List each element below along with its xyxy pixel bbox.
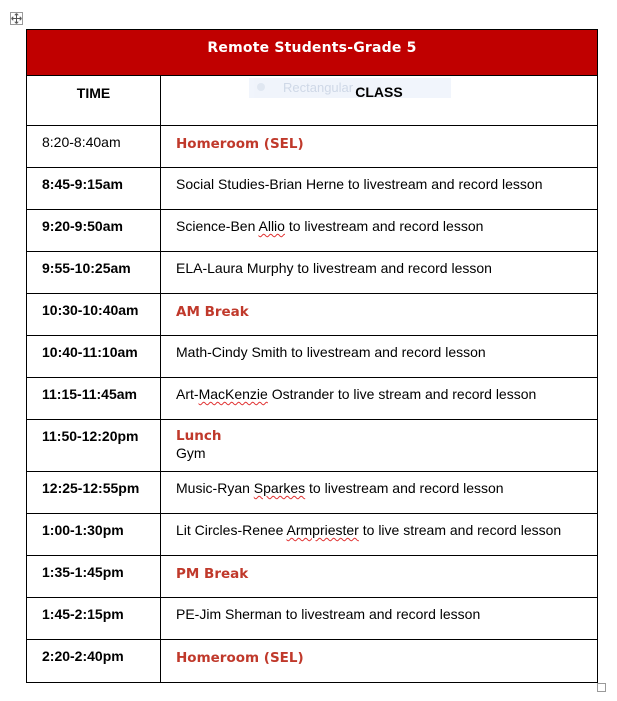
time-cell: 1:35-1:45pm: [27, 556, 161, 598]
spellcheck-flagged-word: Sparkes: [253, 480, 306, 496]
class-cell: [161, 210, 598, 252]
class-text: ELA-Laura Murphy to livestream and record lesson: [176, 260, 492, 276]
class-text: PE-Jim Sherman to livestream and record lesson: [176, 606, 481, 622]
class-cell: [161, 336, 598, 378]
time-cell: 9:55-10:25am: [27, 252, 161, 294]
header-class: CLASS: [355, 84, 403, 100]
table-row: [27, 252, 598, 294]
table-title: Remote Students-Grade 5: [27, 30, 598, 76]
table-row: [27, 420, 598, 472]
table-row: [27, 336, 598, 378]
class-text: Music-Ryan: [176, 480, 254, 496]
class-cell: [161, 420, 598, 472]
rectangular-shape-overlay[interactable]: [249, 78, 451, 98]
header-time: TIME: [27, 76, 161, 126]
class-text: Math-Cindy Smith to livestream and record lesson: [176, 344, 486, 360]
shape-overlay-label: Rectangular: [283, 80, 354, 95]
time-cell: 10:40-11:10am: [27, 336, 161, 378]
class-text: to livestream and record lesson: [284, 218, 484, 234]
class-cell: [161, 168, 598, 210]
table-resize-handle[interactable]: [597, 683, 606, 692]
table-row: [27, 514, 598, 556]
table-row: [27, 378, 598, 420]
spellcheck-flagged-word: Armpriester: [286, 522, 359, 538]
class-text: Lit Circles-Renee: [176, 522, 287, 538]
time-cell: 1:00-1:30pm: [27, 514, 161, 556]
class-special-label: Lunch: [176, 428, 222, 444]
time-cell: 8:20-8:40am: [27, 126, 161, 168]
table-row: [27, 556, 598, 598]
class-text: Art-: [176, 386, 199, 402]
table-row: [27, 210, 598, 252]
spellcheck-flagged-word: MacKenzie: [198, 386, 268, 402]
time-cell: 10:30-10:40am: [27, 294, 161, 336]
time-cell: 12:25-12:55pm: [27, 472, 161, 514]
table-row: [27, 640, 598, 683]
table-row: [27, 598, 598, 640]
class-text: Social Studies-Brian Herne to livestream and record lesson: [176, 176, 543, 192]
header-class-cell: [161, 76, 598, 126]
class-cell: AM Break: [161, 294, 598, 336]
class-cell: [161, 598, 598, 640]
class-cell: [161, 378, 598, 420]
class-text: to livestream and record lesson: [305, 480, 504, 496]
schedule-table: [26, 29, 598, 683]
class-text: to live stream and record lesson: [358, 522, 562, 538]
table-row: [27, 168, 598, 210]
time-cell: 11:50-12:20pm: [27, 420, 161, 472]
spellcheck-flagged-word: Allio: [258, 218, 285, 234]
time-cell: 1:45-2:15pm: [27, 598, 161, 640]
class-cell: PM Break: [161, 556, 598, 598]
class-cell: Homeroom (SEL): [161, 126, 598, 168]
class-text: Ostrander to live stream and record lesson: [267, 386, 537, 402]
table-row: [27, 472, 598, 514]
class-cell: Homeroom (SEL): [161, 640, 598, 683]
time-cell: 8:45-9:15am: [27, 168, 161, 210]
time-cell: 11:15-11:45am: [27, 378, 161, 420]
table-row: [27, 126, 598, 168]
time-cell: 9:20-9:50am: [27, 210, 161, 252]
class-cell: [161, 514, 598, 556]
class-cell: [161, 252, 598, 294]
shape-anchor-icon: [257, 83, 265, 91]
class-text: Science-Ben: [176, 218, 259, 234]
class-cell: [161, 472, 598, 514]
table-row: [27, 294, 598, 336]
time-cell: 2:20-2:40pm: [27, 640, 161, 683]
move-arrows-icon: [11, 13, 22, 24]
table-move-handle[interactable]: [10, 12, 23, 25]
class-extra-label: Gym: [176, 445, 206, 461]
